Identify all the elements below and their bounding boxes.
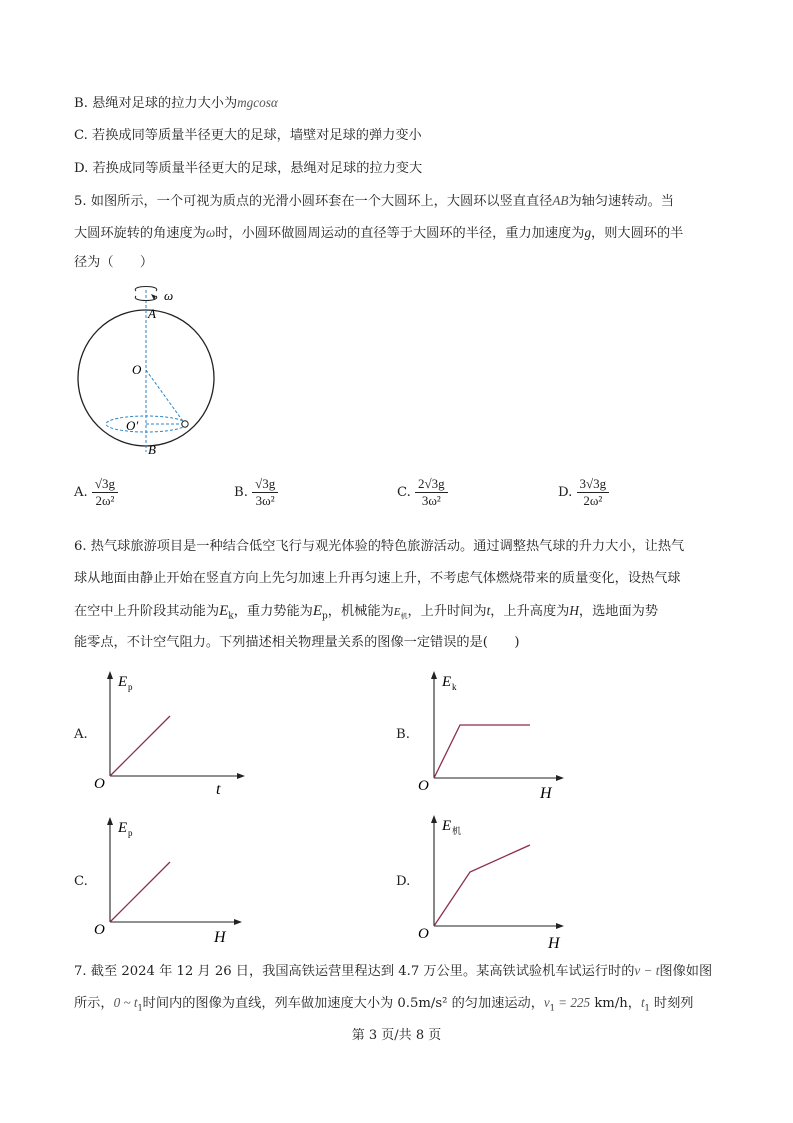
q5-option-a: A. $\frac{√3g}{\text{2ω²}}$ (74, 476, 118, 509)
q4-option-d: D. 若换成同等质量半径更大的足球，悬绳对足球的拉力变大 (74, 161, 423, 176)
svg-text:p: p (128, 682, 133, 692)
graph-c-line (110, 862, 170, 922)
q5-option-d: D. $\frac{3√3g}{\text{2ω²}}$ (558, 476, 609, 509)
q6-graph-c (90, 812, 250, 946)
q4-option-b-formula: mgcosα (237, 95, 278, 110)
point-o-prime-label: O′ (126, 418, 139, 433)
page-footer: 第 3 页/共 8 页 (351, 1028, 442, 1043)
point-a-label: A (148, 306, 156, 321)
svg-text:E: E (118, 820, 128, 836)
svg-text:E: E (442, 818, 452, 834)
svg-text:E: E (442, 674, 452, 690)
omega-label: ω (164, 288, 174, 303)
q6-stem-line3: 在空中上升阶段其动能为$E_k$，重力势能为$E_p$，机械能为$E_机$，上升时间为t，上升高度为H，选地面为势 (74, 603, 659, 622)
q6-stem-line1: 6. 热气球旅游项目是一种结合低空飞行与观光体验的特色旅游活动。通过调整热气球的升力大小，让热气 (74, 539, 685, 554)
q4-option-c: C. 若换成同等质量半径更大的足球，墙壁对足球的弹力变小 (74, 128, 422, 143)
graph-d-line (434, 845, 530, 926)
svg-text:O: O (418, 926, 429, 942)
svg-text:H: H (214, 929, 226, 946)
q5-stem-line2: 大圆环旋转的角速度为ω时，小圆环做圆周运动的直径等于大圆环的半径，重力加速度为g，则大圆环的半 (74, 225, 684, 241)
q6-option-d-label: D. (396, 874, 411, 889)
point-o-label: O (132, 362, 142, 377)
q6-option-c-label: C. (74, 874, 88, 889)
q6-stem-line4: 能零点，不计空气阻力。下列描述相关物理量关系的图像一定错误的是( ) (74, 635, 520, 650)
svg-text:机: 机 (452, 826, 462, 836)
point-b-label: B (148, 442, 156, 457)
q6-option-b-label: B. (396, 727, 410, 742)
q4-option-b: B. 悬绳对足球的拉力大小为mgcosα (74, 95, 278, 111)
svg-text:O: O (418, 778, 429, 794)
q5-option-b: B. $\frac{√3g}{\text{3ω²}}$ (234, 476, 278, 509)
svg-text:O: O (94, 922, 105, 938)
q5-option-c: C. $\frac{2√3g}{\text{3ω²}}$ (397, 476, 448, 509)
graph-a-line (110, 716, 170, 776)
svg-text:O: O (94, 776, 105, 792)
graph-b-line (434, 725, 530, 778)
q6-graph-b (412, 666, 572, 800)
svg-text:E: E (118, 674, 128, 690)
q6-graph-a (90, 666, 250, 800)
svg-text:p: p (128, 828, 133, 838)
q6-stem-line2: 球从地面由静止开始在竖直方向上先匀加速上升再匀速上升，不考虑气体燃烧带来的质量变化，设热气球 (74, 571, 681, 586)
svg-text:t: t (216, 781, 221, 798)
svg-text:H: H (548, 935, 560, 950)
q7-stem-line2: 所示，0 ~ $t_1$时间内的图像为直线，列车做加速度大小为 0.5m/s² 的匀加速运动，$v_1 = 225$ km/h，$t_1$ 时刻列 (74, 995, 694, 1013)
q5-ring-figure (70, 282, 230, 460)
q5-stem-line3: 径为（ ） (74, 255, 154, 270)
q7-stem-line1: 7. 截至 2024 年 12 月 26 日，我国高铁运营里程达到 4.7 万公里。某高铁试验机车试运行时的v − t图像如图 (74, 963, 713, 979)
svg-text:k: k (452, 682, 457, 692)
q6-option-a-label: A. (74, 727, 88, 742)
q5-stem-line1: 5. 如图所示，一个可视为质点的光滑小圆环套在一个大圆环上，大圆环以竖直直径AB为轴匀速转动。当 (74, 193, 674, 209)
svg-text:H: H (540, 785, 552, 800)
q6-graph-d (412, 810, 572, 950)
